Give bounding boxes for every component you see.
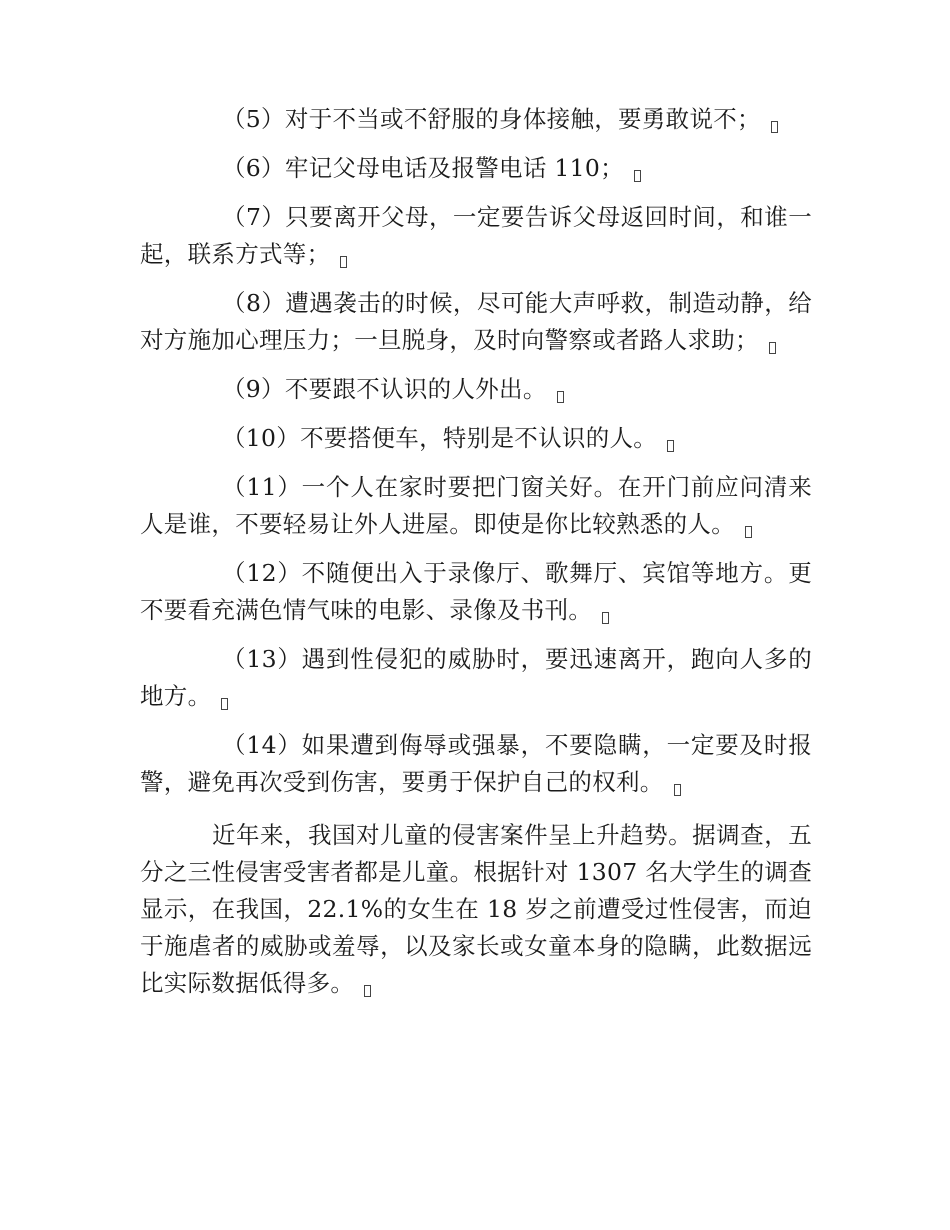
list-item-text: （7）只要离开父母，一定要告诉父母返回时间，和谁一起，联系方式等； [140,203,812,268]
closing-paragraph-text: 近年来，我国对儿童的侵害案件呈上升趋势。据调查，五分之三性侵害受害者都是儿童。根据针对 1307 名大学生的调查显示，在我国，22.1%的女生在 18 岁之前遭受过性侵害，而迫于施虐者的威胁或羞辱，以及家长或女童本身的隐瞒，此数据远比实际数据低得多。 [140,821,812,997]
list-item-10 [140,420,812,457]
document-page [140,101,812,1014]
paragraph-mark-icon [221,698,228,710]
paragraph-mark-icon [602,612,609,624]
closing-paragraph [140,817,812,1002]
list-item-5 [140,101,812,138]
list-item-text: （10）不要搭便车，特别是不认识的人。 [222,424,658,452]
list-item-text: （6）牢记父母电话及报警电话 110； [222,154,624,182]
paragraph-mark-icon [667,440,674,452]
list-item-7 [140,199,812,273]
list-item-text: （9）不要跟不认识的人外出。 [222,375,547,403]
list-item-text: （8）遭遇袭击的时候，尽可能大声呼救，制造动静，给对方施加心理压力；一旦脱身，及时向警察或者路人求助； [140,289,812,354]
list-item-11 [140,469,812,543]
paragraph-mark-icon [769,342,776,354]
list-item-12 [140,555,812,629]
list-item-8 [140,285,812,359]
paragraph-mark-icon [364,985,371,997]
paragraph-mark-icon [557,391,564,403]
paragraph-mark-icon [745,526,752,538]
list-item-text: （5）对于不当或不舒服的身体接触，要勇敢说不； [222,105,761,133]
list-item-14 [140,727,812,801]
list-item-9 [140,371,812,408]
paragraph-mark-icon [634,170,641,182]
paragraph-mark-icon [771,121,778,133]
list-item-text: （12）不随便出入于录像厅、歌舞厅、宾馆等地方。更不要看充满色情气味的电影、录像及书刊。 [140,559,812,624]
list-item-13 [140,641,812,715]
paragraph-mark-icon [340,256,347,268]
list-item-text: （14）如果遭到侮辱或强暴，不要隐瞒，一定要及时报警，避免再次受到伤害，要勇于保护自己的权利。 [140,731,812,796]
list-item-6 [140,150,812,187]
list-item-text: （13）遇到性侵犯的威胁时，要迅速离开，跑向人多的地方。 [140,645,812,710]
paragraph-mark-icon [674,784,681,796]
list-item-text: （11）一个人在家时要把门窗关好。在开门前应问清来人是谁，不要轻易让外人进屋。即使是你比较熟悉的人。 [140,473,812,538]
